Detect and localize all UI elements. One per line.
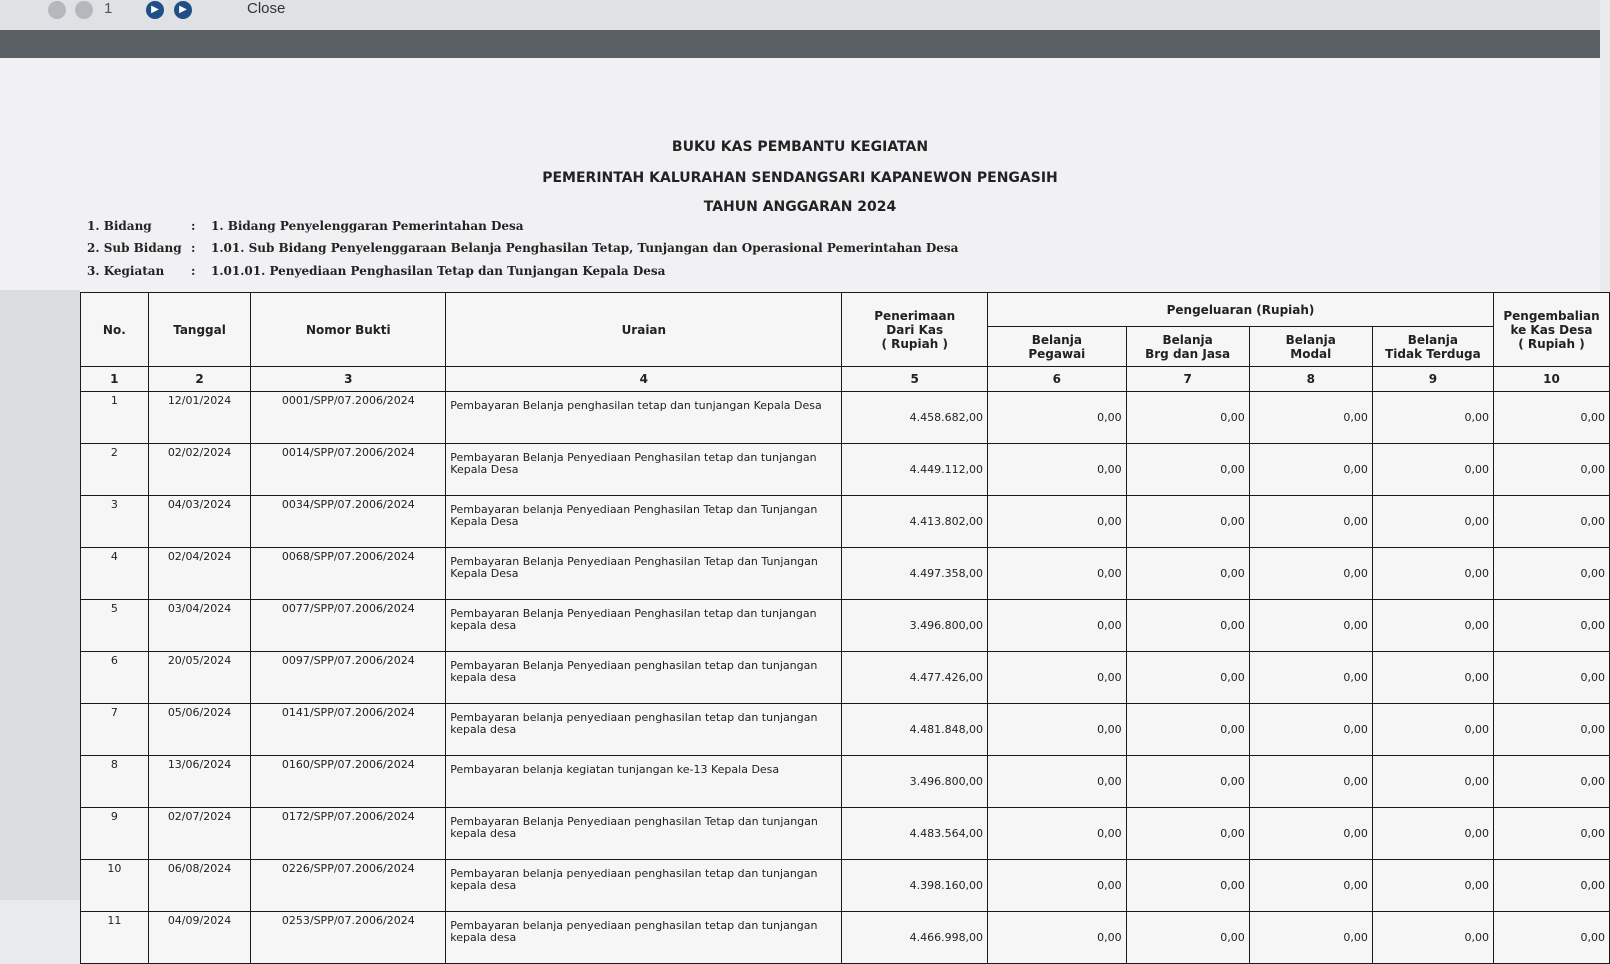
- cell-tanggal: 02/04/2024: [148, 548, 251, 600]
- report-subtitle: PEMERINTAH KALURAHAN SENDANGSARI KAPANEWON PENGASIH: [542, 170, 1058, 186]
- table-row: [81, 704, 1610, 756]
- cell-belanja-modal: 0,00: [1249, 808, 1372, 860]
- cell-belanja-pegawai: 0,00: [988, 496, 1127, 548]
- close-button[interactable]: Close: [247, 0, 286, 17]
- header-belanja-modal: [1249, 327, 1372, 367]
- cell-no: 1: [81, 392, 149, 444]
- cell-no: 6: [81, 652, 149, 704]
- cell-belanja-tidak-terduga: 0,00: [1372, 704, 1493, 756]
- cell-penerimaan: 4.477.426,00: [842, 652, 988, 704]
- cell-uraian: Pembayaran Belanja penghasilan tetap dan tunjangan Kepala Desa: [446, 392, 842, 444]
- last-page-icon[interactable]: ▶: [174, 1, 192, 19]
- info-value: 1.01. Sub Bidang Penyelenggaraan Belanja Penghasilan Tetap, Tunjangan dan Operasional Pemerintahan Desa: [211, 241, 959, 255]
- info-label: 1. Bidang: [87, 219, 152, 233]
- header-nomor-bukti: Nomor Bukti: [251, 293, 446, 367]
- cell-belanja-tidak-terduga: 0,00: [1372, 444, 1493, 496]
- cell-pengembalian: 0,00: [1493, 808, 1609, 860]
- cell-no: 10: [81, 860, 149, 912]
- cell-pengembalian: 0,00: [1493, 600, 1609, 652]
- table-row: [81, 912, 1610, 964]
- cell-belanja-barang-jasa: 0,00: [1126, 548, 1249, 600]
- cell-uraian: Pembayaran Belanja Penyediaan Penghasilan tetap dan tunjangan kepala desa: [446, 600, 842, 652]
- header-line: Pegawai: [1028, 346, 1086, 361]
- cell-belanja-pegawai: 0,00: [988, 652, 1127, 704]
- cell-belanja-modal: 0,00: [1249, 704, 1372, 756]
- info-sub-bidang: 2. Sub Bidang : 1.01. Sub Bidang Penyelenggaraan Belanja Penghasilan Tetap, Tunjangan dan Operasional Pemerintahan Desa: [87, 241, 959, 255]
- cell-belanja-modal: 0,00: [1249, 600, 1372, 652]
- column-number: 1: [81, 367, 149, 392]
- cell-penerimaan: 4.483.564,00: [842, 808, 988, 860]
- cell-no: 7: [81, 704, 149, 756]
- cell-belanja-pegawai: 0,00: [988, 444, 1127, 496]
- cell-belanja-modal: 0,00: [1249, 652, 1372, 704]
- page-shadow: [0, 290, 80, 900]
- table-row: [81, 808, 1610, 860]
- cell-tanggal: 03/04/2024: [148, 600, 251, 652]
- cell-tanggal: 02/07/2024: [148, 808, 251, 860]
- table-row: [81, 652, 1610, 704]
- cell-belanja-pegawai: 0,00: [988, 860, 1127, 912]
- header-pengeluaran: Pengeluaran (Rupiah): [988, 293, 1494, 327]
- table-row: [81, 444, 1610, 496]
- column-number: 5: [842, 367, 988, 392]
- cell-tanggal: 13/06/2024: [148, 756, 251, 808]
- cell-belanja-pegawai: 0,00: [988, 704, 1127, 756]
- cell-pengembalian: 0,00: [1493, 912, 1609, 964]
- cell-penerimaan: 4.466.998,00: [842, 912, 988, 964]
- column-number: 8: [1249, 367, 1372, 392]
- cell-belanja-modal: 0,00: [1249, 392, 1372, 444]
- cell-penerimaan: 3.496.800,00: [842, 756, 988, 808]
- header-line: ke Kas Desa: [1510, 322, 1593, 337]
- next-page-icon[interactable]: ▶: [146, 1, 164, 19]
- cell-penerimaan: 4.497.358,00: [842, 548, 988, 600]
- cell-belanja-barang-jasa: 0,00: [1126, 392, 1249, 444]
- cell-nomor-bukti: 0097/SPP/07.2006/2024: [251, 652, 446, 704]
- header-line: Dari Kas: [886, 322, 944, 337]
- header-uraian: Uraian: [446, 293, 842, 367]
- cell-belanja-modal: 0,00: [1249, 912, 1372, 964]
- cell-belanja-tidak-terduga: 0,00: [1372, 548, 1493, 600]
- cell-belanja-tidak-terduga: 0,00: [1372, 912, 1493, 964]
- cell-belanja-tidak-terduga: 0,00: [1372, 808, 1493, 860]
- table-row: [81, 548, 1610, 600]
- cell-no: 5: [81, 600, 149, 652]
- cell-belanja-barang-jasa: 0,00: [1126, 652, 1249, 704]
- header-line: Tidak Terduga: [1385, 346, 1481, 361]
- cell-pengembalian: 0,00: [1493, 496, 1609, 548]
- header-line: Penerimaan: [874, 308, 956, 323]
- first-page-icon[interactable]: [48, 1, 66, 19]
- cell-belanja-tidak-terduga: 0,00: [1372, 496, 1493, 548]
- cell-tanggal: 04/09/2024: [148, 912, 251, 964]
- cell-penerimaan: 3.496.800,00: [842, 600, 988, 652]
- cell-nomor-bukti: 0226/SPP/07.2006/2024: [251, 860, 446, 912]
- cell-belanja-tidak-terduga: 0,00: [1372, 756, 1493, 808]
- table-row: [81, 860, 1610, 912]
- cell-belanja-barang-jasa: 0,00: [1126, 600, 1249, 652]
- toolbar-divider: [0, 30, 1600, 58]
- report-year: TAHUN ANGGARAN 2024: [703, 199, 897, 215]
- header-line: ( Rupiah ): [1518, 336, 1585, 351]
- cash-book-table: [80, 292, 1610, 964]
- cell-belanja-pegawai: 0,00: [988, 808, 1127, 860]
- cell-nomor-bukti: 0141/SPP/07.2006/2024: [251, 704, 446, 756]
- info-label: 3. Kegiatan: [87, 264, 165, 278]
- cell-pengembalian: 0,00: [1493, 756, 1609, 808]
- cell-penerimaan: 4.481.848,00: [842, 704, 988, 756]
- cell-pengembalian: 0,00: [1493, 860, 1609, 912]
- cell-uraian: Pembayaran belanja kegiatan tunjangan ke-13 Kepala Desa: [446, 756, 842, 808]
- info-kegiatan: 3. Kegiatan : 1.01.01. Penyediaan Penghasilan Tetap dan Tunjangan Kepala Desa: [87, 264, 666, 278]
- cell-belanja-modal: 0,00: [1249, 496, 1372, 548]
- cell-tanggal: 05/06/2024: [148, 704, 251, 756]
- header-line: Belanja: [1407, 332, 1459, 347]
- info-value: 1. Bidang Penyelenggaran Pemerintahan Desa: [211, 219, 524, 233]
- cell-tanggal: 02/02/2024: [148, 444, 251, 496]
- cell-nomor-bukti: 0253/SPP/07.2006/2024: [251, 912, 446, 964]
- cell-nomor-bukti: 0068/SPP/07.2006/2024: [251, 548, 446, 600]
- cell-belanja-tidak-terduga: 0,00: [1372, 600, 1493, 652]
- cell-uraian: Pembayaran belanja penyediaan penghasilan tetap dan tunjangan kepala desa: [446, 912, 842, 964]
- cell-no: 11: [81, 912, 149, 964]
- cell-pengembalian: 0,00: [1493, 444, 1609, 496]
- column-number: 7: [1126, 367, 1249, 392]
- header-belanja-tidak-terduga: [1372, 327, 1493, 367]
- cell-belanja-modal: 0,00: [1249, 756, 1372, 808]
- column-number: 6: [988, 367, 1127, 392]
- table-row: [81, 600, 1610, 652]
- cell-uraian: Pembayaran Belanja Penyediaan Penghasilan tetap dan tunjangan Kepala Desa: [446, 444, 842, 496]
- cell-nomor-bukti: 0160/SPP/07.2006/2024: [251, 756, 446, 808]
- header-belanja-barang-jasa: [1126, 327, 1249, 367]
- cell-uraian: Pembayaran belanja Penyediaan Penghasilan Tetap dan Tunjangan Kepala Desa: [446, 496, 842, 548]
- header-pengembalian: [1493, 293, 1609, 367]
- cell-belanja-barang-jasa: 0,00: [1126, 496, 1249, 548]
- cell-belanja-barang-jasa: 0,00: [1126, 808, 1249, 860]
- column-number: 9: [1372, 367, 1493, 392]
- cell-uraian: Pembayaran belanja penyediaan penghasilan tetap dan tunjangan kepala desa: [446, 704, 842, 756]
- header-no: No.: [81, 293, 149, 367]
- info-label: 2. Sub Bidang: [87, 241, 182, 255]
- previous-page-icon[interactable]: [75, 1, 93, 19]
- table-row: [81, 756, 1610, 808]
- cell-belanja-pegawai: 0,00: [988, 912, 1127, 964]
- cell-belanja-pegawai: 0,00: [988, 392, 1127, 444]
- header-penerimaan: [842, 293, 988, 367]
- cell-pengembalian: 0,00: [1493, 392, 1609, 444]
- cell-belanja-barang-jasa: 0,00: [1126, 444, 1249, 496]
- header-line: Pengembalian: [1503, 308, 1600, 323]
- header-belanja-pegawai: [988, 327, 1127, 367]
- cell-belanja-tidak-terduga: 0,00: [1372, 860, 1493, 912]
- cell-tanggal: 06/08/2024: [148, 860, 251, 912]
- cell-tanggal: 12/01/2024: [148, 392, 251, 444]
- info-value: 1.01.01. Penyediaan Penghasilan Tetap dan Tunjangan Kepala Desa: [211, 264, 666, 278]
- cell-nomor-bukti: 0014/SPP/07.2006/2024: [251, 444, 446, 496]
- cell-belanja-modal: 0,00: [1249, 444, 1372, 496]
- report-toolbar: [0, 0, 1600, 30]
- cell-belanja-barang-jasa: 0,00: [1126, 756, 1249, 808]
- header-line: Brg dan Jasa: [1145, 346, 1231, 361]
- info-bidang: 1. Bidang : 1. Bidang Penyelenggaran Pemerintahan Desa: [87, 219, 524, 233]
- cell-belanja-tidak-terduga: 0,00: [1372, 652, 1493, 704]
- cell-pengembalian: 0,00: [1493, 548, 1609, 600]
- header-line: Belanja: [1031, 332, 1082, 347]
- header-line: Modal: [1290, 346, 1332, 361]
- cell-belanja-pegawai: 0,00: [988, 756, 1127, 808]
- header-line: Belanja: [1162, 332, 1213, 347]
- table-row: [81, 392, 1610, 444]
- header-line: ( Rupiah ): [881, 336, 948, 351]
- cell-belanja-modal: 0,00: [1249, 548, 1372, 600]
- table-row: [81, 496, 1610, 548]
- cell-no: 8: [81, 756, 149, 808]
- page-number[interactable]: 1: [104, 0, 113, 17]
- cell-belanja-tidak-terduga: 0,00: [1372, 392, 1493, 444]
- cell-nomor-bukti: 0077/SPP/07.2006/2024: [251, 600, 446, 652]
- cell-uraian: Pembayaran Belanja Penyediaan penghasilan tetap dan tunjangan kepala desa: [446, 652, 842, 704]
- report-title: BUKU KAS PEMBANTU KEGIATAN: [671, 139, 929, 155]
- cell-uraian: Pembayaran Belanja Penyediaan penghasilan Tetap dan tunjangan kepala desa: [446, 808, 842, 860]
- cell-penerimaan: 4.398.160,00: [842, 860, 988, 912]
- cell-penerimaan: 4.449.112,00: [842, 444, 988, 496]
- cell-no: 4: [81, 548, 149, 600]
- cell-belanja-barang-jasa: 0,00: [1126, 860, 1249, 912]
- cell-pengembalian: 0,00: [1493, 652, 1609, 704]
- column-number: 10: [1493, 367, 1609, 392]
- header-line: Belanja: [1285, 332, 1336, 347]
- cell-uraian: Pembayaran Belanja Penyediaan Penghasilan Tetap dan Tunjangan Kepala Desa: [446, 548, 842, 600]
- cell-belanja-modal: 0,00: [1249, 860, 1372, 912]
- cell-nomor-bukti: 0034/SPP/07.2006/2024: [251, 496, 446, 548]
- cell-uraian: Pembayaran belanja penyediaan penghasilan tetap dan tunjangan kepala desa: [446, 860, 842, 912]
- cell-belanja-barang-jasa: 0,00: [1126, 704, 1249, 756]
- cell-belanja-pegawai: 0,00: [988, 600, 1127, 652]
- cell-no: 3: [81, 496, 149, 548]
- cell-no: 2: [81, 444, 149, 496]
- cell-belanja-barang-jasa: 0,00: [1126, 912, 1249, 964]
- cell-no: 9: [81, 808, 149, 860]
- cell-tanggal: 20/05/2024: [148, 652, 251, 704]
- cell-pengembalian: 0,00: [1493, 704, 1609, 756]
- column-number: 2: [148, 367, 251, 392]
- cell-tanggal: 04/03/2024: [148, 496, 251, 548]
- column-number: 3: [251, 367, 446, 392]
- cell-penerimaan: 4.413.802,00: [842, 496, 988, 548]
- cell-penerimaan: 4.458.682,00: [842, 392, 988, 444]
- cell-nomor-bukti: 0001/SPP/07.2006/2024: [251, 392, 446, 444]
- cell-nomor-bukti: 0172/SPP/07.2006/2024: [251, 808, 446, 860]
- header-tanggal: Tanggal: [148, 293, 251, 367]
- cell-belanja-pegawai: 0,00: [988, 548, 1127, 600]
- column-number: 4: [446, 367, 842, 392]
